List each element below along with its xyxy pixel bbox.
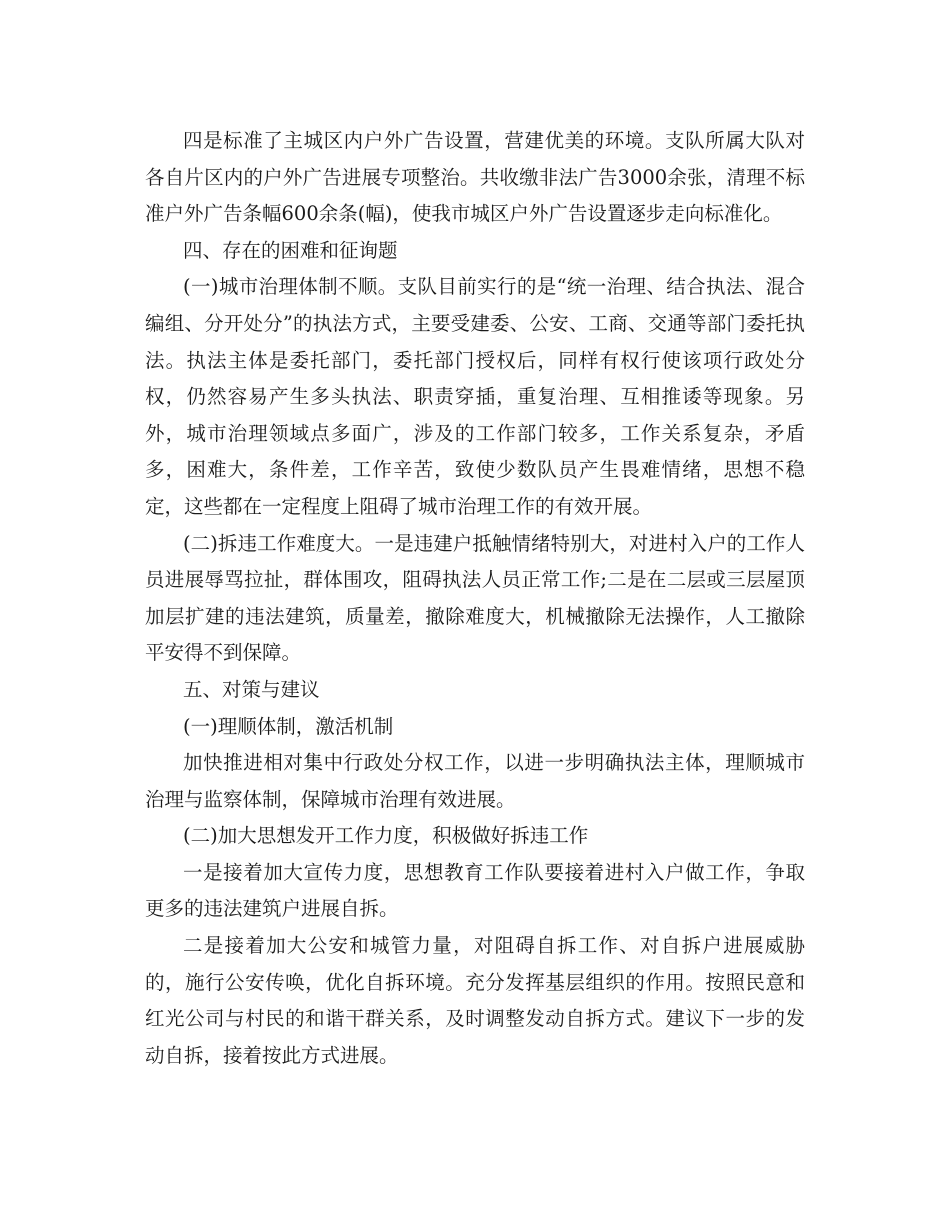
paragraph-outdoor-ads: 四是标准了主城区内户外广告设置，营建优美的环境。支队所属大队对各自片区内的户外广告进展专项整治。共收缴非法广告3000余张，清理不标准户外广告条幅600余条(幅)，使我市城区户外广告设置逐步走向标准化。	[145, 129, 805, 226]
subheading-demolition-work: (二)加大思想发开工作力度，积极做好拆违工作	[183, 824, 589, 848]
heading-countermeasures: 五、对策与建议	[183, 677, 320, 701]
heading-difficulties: 四、存在的困难和征询题	[183, 238, 398, 262]
paragraph-demolition-difficulty: (二)拆违工作难度大。一是违建户抵触情绪特别大，对进村入户的工作人员进展辱骂拉扯，群体围攻，阻碍执法人员正常工作;二是在二层或三层屋顶加层扩建的违法建筑，质量差，撤除难度大，机械撤除无法操作，人工撤除平安得不到保障。	[145, 531, 805, 665]
paragraph-police-support: 二是接着加大公安和城管力量，对阻碍自拆工作、对自拆户进展威胁的，施行公安传唤，优化自拆环境。充分发挥基层组织的作用。按照民意和红光公司与村民的和谐干群关系，及时调整发动自拆方式。建议下一步的发动自拆，接着按此方式进展。	[145, 934, 805, 1067]
document-body	[145, 123, 805, 1074]
paragraph-enforcement-reform: 加快推进相对集中行政处分权工作，以进一步明确执法主体，理顺城市治理与监察体制，保障城市治理有效进展。	[145, 751, 805, 811]
paragraph-publicity: 一是接着加大宣传力度，思想教育工作队要接着进村入户做工作，争取更多的违法建筑户进展自拆。	[145, 860, 805, 921]
subheading-system-mechanism: (一)理顺体制，激活机制	[183, 714, 394, 738]
paragraph-management-system: (一)城市治理体制不顺。支队目前实行的是“统一治理、结合执法、混合编组、分开处分”的执法方式，主要受建委、公安、工商、交通等部门委托执法。执法主体是委托部门，委托部门授权后，同样有权行使该项行政处分权，仍然容易产生多头执法、职责穿插，重复治理、互相推诿等现象。另外，城市治理领域点多面广，涉及的工作部门较多，工作关系复杂，矛盾多，困难大，条件差，工作辛苦，致使少数队员产生畏难情绪，思想不稳定，这些都在一定程度上阻碍了城市治理工作的有效开展。	[145, 275, 805, 518]
